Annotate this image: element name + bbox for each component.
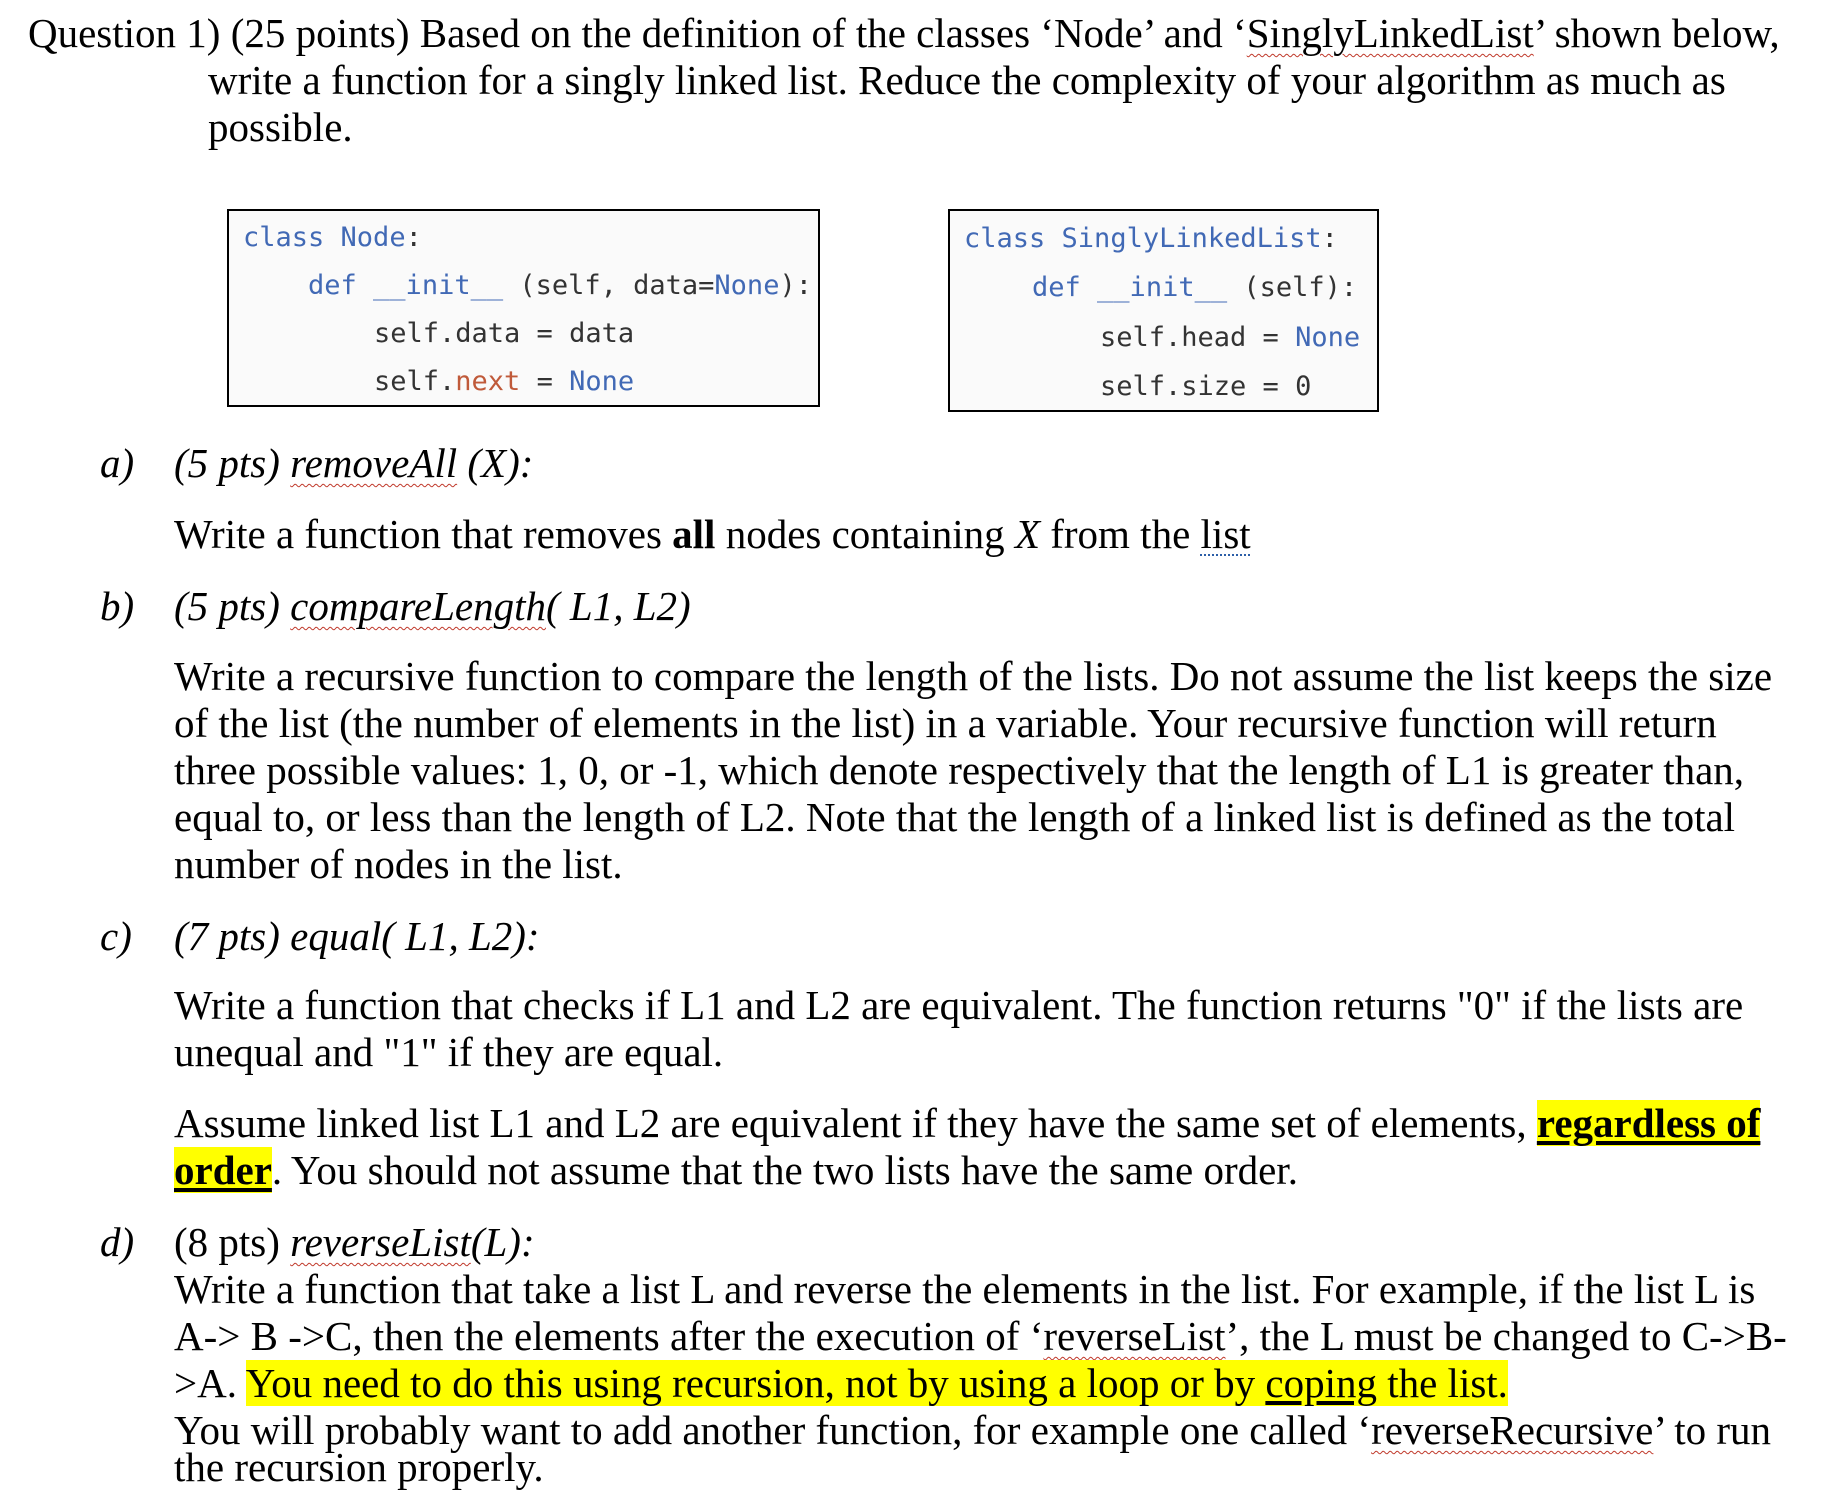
- points-label: (5 pts): [174, 583, 291, 629]
- highlighted-text: order: [174, 1147, 272, 1193]
- text: Assume linked list L1 and L2 are equivalent if they have the same set of elements,: [174, 1100, 1537, 1146]
- function-name: compareLength: [290, 583, 546, 629]
- part-c-line: unequal and "1" if they are equal.: [174, 1029, 724, 1075]
- none-literal: None: [569, 366, 635, 397]
- function-name: __init__: [373, 270, 504, 301]
- part-c-heading: (7 pts) equal( L1, L2):: [174, 913, 540, 959]
- part-a-description: [174, 511, 1251, 558]
- highlighted-text: regardless of: [1536, 1100, 1761, 1146]
- part-b-line: Write a recursive function to compare the length of the lists. Do not assume the list keeps the size: [174, 653, 1773, 699]
- attribute-name: next: [455, 366, 521, 397]
- singly-linked-list-class-code-box: [948, 209, 1379, 412]
- code-text: self.: [374, 366, 456, 397]
- highlighted-text: the list.: [1376, 1360, 1508, 1406]
- punctuation: :: [1321, 223, 1338, 254]
- text: You will probably want to add another function, for example one called ‘: [174, 1407, 1372, 1453]
- part-a-heading: [174, 440, 533, 487]
- keyword: def: [308, 270, 357, 301]
- part-d-line: [174, 1313, 1787, 1360]
- part-c-line: [174, 1100, 1760, 1147]
- text: Write a function that removes: [174, 511, 673, 557]
- code-line: [964, 222, 1338, 256]
- highlighted-text: You need to do this using recursion, not by using a loop or by: [245, 1360, 1266, 1406]
- part-c-line: Write a function that checks if L1 and L2 are equivalent. The function returns "0" if the lists are: [174, 982, 1744, 1028]
- code-line: [1100, 321, 1360, 355]
- function-name: reverseRecursive: [1371, 1407, 1654, 1453]
- part-d-letter: d): [100, 1219, 135, 1265]
- part-c-line: [174, 1147, 1298, 1194]
- keyword: def: [1032, 272, 1081, 303]
- function-name: __init__: [1097, 272, 1228, 303]
- function-args: (L):: [470, 1219, 535, 1265]
- question-line-3: possible.: [208, 104, 353, 150]
- part-a-letter: a): [100, 440, 135, 486]
- part-d-line: Write a function that take a list L and reverse the elements in the list. For example, if the list L is: [174, 1266, 1756, 1312]
- keyword: class: [964, 223, 1046, 254]
- code-text: ):: [779, 270, 812, 301]
- code-line: self.size = 0: [1100, 371, 1312, 402]
- part-b-heading: [174, 583, 691, 630]
- points-label: (8 pts): [174, 1219, 291, 1265]
- question-line-2: write a function for a singly linked list. Reduce the complexity of your algorithm as much as: [208, 57, 1726, 103]
- text: from the: [1039, 511, 1201, 557]
- function-args: ( L1, L2): [546, 583, 691, 629]
- highlighted-text: coping: [1265, 1360, 1377, 1406]
- text: list: [1200, 511, 1251, 557]
- bold-text: all: [672, 511, 716, 557]
- text: ’ to run: [1653, 1407, 1772, 1453]
- question-text: Question 1) (25 points) Based on the definition of the classes ‘Node’ and ‘: [28, 10, 1247, 56]
- question-text: ’ shown below,: [1533, 10, 1780, 56]
- code-line: self.data = data: [374, 318, 635, 349]
- class-name: Node: [340, 222, 406, 253]
- function-args: (X):: [457, 440, 534, 486]
- class-name-ref: SinglyLinkedList: [1246, 10, 1534, 56]
- class-name: SinglyLinkedList: [1061, 223, 1322, 254]
- part-d-line: [174, 1360, 1508, 1407]
- code-text: (self, data=: [503, 270, 715, 301]
- text: nodes containing: [715, 511, 1015, 557]
- function-name: reverseList: [290, 1219, 471, 1265]
- node-class-code-box: [227, 209, 820, 407]
- points-label: (5 pts): [174, 440, 291, 486]
- variable-x: X: [1014, 511, 1040, 557]
- part-b-line: equal to, or less than the length of L2. Note that the length of a linked list is defined as the total: [174, 794, 1736, 840]
- punctuation: :: [405, 222, 422, 253]
- text: A-> B ->C, then the elements after the execution of ‘: [174, 1313, 1044, 1359]
- function-name: reverseList: [1043, 1313, 1226, 1359]
- none-literal: None: [1295, 322, 1361, 353]
- text: . You should not assume that the two lists have the same order.: [271, 1147, 1298, 1193]
- text: >A.: [174, 1360, 246, 1406]
- code-line: [243, 221, 422, 255]
- code-line: [374, 365, 634, 399]
- part-b-line: number of nodes in the list.: [174, 841, 623, 887]
- part-b-line: three possible values: 1, 0, or -1, which denote respectively that the length of L1 is greater than,: [174, 747, 1745, 793]
- code-text: (self):: [1227, 272, 1358, 303]
- part-b-letter: b): [100, 583, 135, 629]
- code-text: self.head =: [1100, 322, 1296, 353]
- part-d-heading: [174, 1219, 535, 1266]
- part-b-line: of the list (the number of elements in the list) in a variable. Your recursive function will return: [174, 700, 1717, 746]
- text: ’, the L must be changed to C->B-: [1225, 1313, 1787, 1359]
- keyword: class: [243, 222, 325, 253]
- question-line-1: [28, 10, 1780, 57]
- part-d-line: the recursion properly.: [174, 1444, 544, 1490]
- part-c-letter: c): [100, 913, 132, 959]
- code-text: =: [520, 366, 570, 397]
- function-name: removeAll: [290, 440, 458, 486]
- none-literal: None: [714, 270, 780, 301]
- code-line: [1032, 271, 1357, 305]
- code-line: [308, 269, 812, 303]
